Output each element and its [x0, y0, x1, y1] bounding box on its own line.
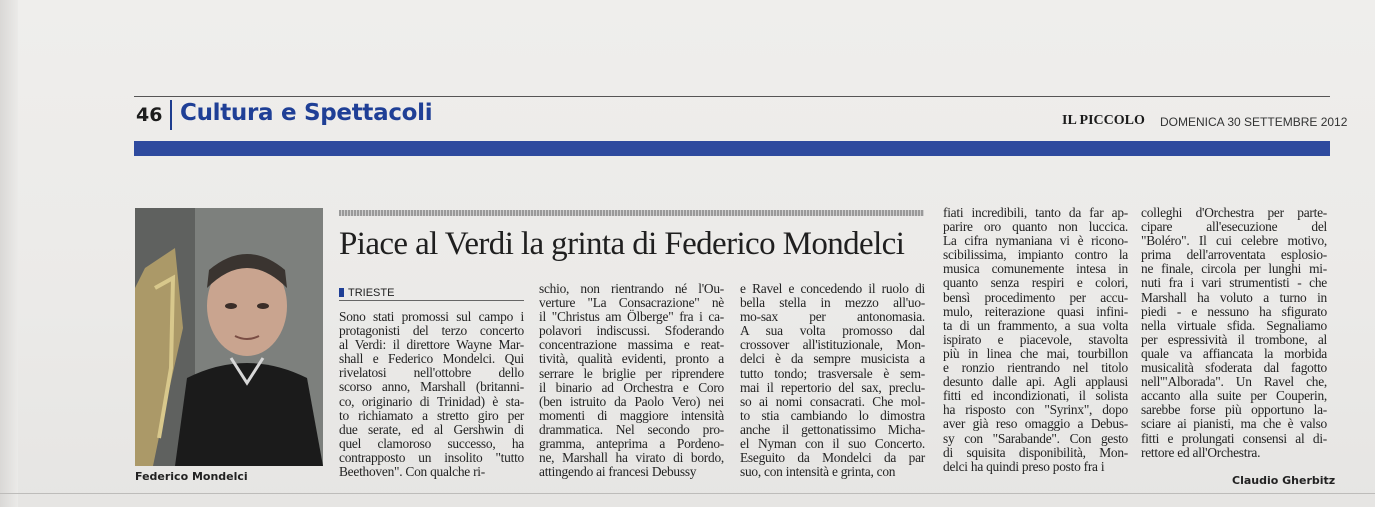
text-line: parire oro quanto non luccica. [943, 219, 1128, 235]
text-line: rettore ed all'Orchestra. [1141, 444, 1261, 460]
text-line: contrapposto un insolito "tutto [339, 449, 524, 465]
bottom-rule [0, 493, 1375, 494]
portrait-illustration [135, 208, 323, 466]
text-line: Sono stati promossi sul campo i [339, 309, 524, 324]
text-line: musicalità sfoderata dal fagotto [1141, 360, 1327, 376]
text-line: il binario ad Orchestra e Coro [539, 379, 724, 395]
text-line: verture "La Consacrazione" nè [539, 295, 724, 311]
article-location [339, 287, 394, 299]
text-line: mulo, reiterazione quasi infini- [943, 303, 1128, 319]
text-line: nuti fra i vari strumentisti - che [1141, 275, 1327, 291]
header-separator [170, 100, 172, 130]
text-line: scibilissima, impianto contro la [943, 247, 1128, 263]
text-line: cipare all'esecuzione del [1141, 219, 1327, 235]
text-line: suo, con intensità e grinta, con [740, 464, 896, 480]
text-line: nell'"Alborada". Un Ravel che, [1141, 374, 1327, 390]
text-line: ispirato e piacevole, stavolta [943, 331, 1128, 347]
text-line: mai il repertorio del sax, preclu- [740, 379, 925, 395]
text-line: sarebbe forse più opportuno la- [1141, 402, 1327, 418]
text-line: el Nyman con il suo Concerto. [740, 436, 925, 452]
text-line: momenti di maggiore intensità [539, 407, 724, 423]
article-column-2 [539, 282, 724, 479]
text-line: colleghi d'Orchestra per parte- [1141, 205, 1327, 220]
text-line: accanto alla suite per Couperin, [1141, 388, 1327, 404]
photo-caption: Federico Mondelci [135, 470, 248, 483]
text-line: quanto senza respiri e colori, [943, 275, 1128, 291]
text-line: e ronzio rientrando nel titolo [943, 360, 1128, 376]
article-column-1 [339, 310, 524, 479]
page-number: 46 [136, 104, 163, 126]
text-line: so ai nomi consacrati. Che mol- [740, 393, 925, 409]
text-line: polavori indiscussi. Sfoderando [539, 323, 724, 339]
text-line: musica comunemente intesa in [943, 261, 1128, 277]
text-line: La cifra nymaniana vi è ricono- [943, 233, 1128, 249]
text-line: piedi - e nessuno ha sfigurato [1141, 303, 1327, 319]
header-rule [134, 96, 1330, 97]
text-line: bella stella in mezzo all'uo- [740, 295, 925, 311]
article-headline: Piace al Verdi la grinta di Federico Mondelci [339, 226, 905, 262]
section-color-band [134, 141, 1330, 156]
text-line: più in linea che mai, tourbillon [943, 345, 1128, 361]
article-column-5 [1141, 206, 1327, 460]
text-line: co, originario di Trinidad) è sta- [339, 393, 524, 409]
article-column-4 [943, 206, 1128, 474]
text-line: due serate, ed al Gershwin di [339, 421, 524, 437]
text-line: Beethoven". Con qualche ri- [339, 464, 485, 480]
text-line: shall e Federico Mondelci. Qui [339, 351, 524, 367]
text-line: quale va affiancata la morbida [1141, 345, 1327, 361]
text-line: tività, qualità evidenti, pronto a [539, 351, 724, 367]
text-line: to richiamato a stretto giro per [339, 407, 524, 423]
location-rule [339, 300, 524, 301]
text-line: desunto dalle api. Agli applausi [943, 374, 1128, 390]
text-line: A sua volta promosso dal [740, 323, 925, 339]
text-line: al Verdi: il direttore Wayne Mar- [339, 337, 524, 353]
text-line: schio, non rientrando né l'Ou- [539, 281, 724, 296]
newspaper-masthead: IL PICCOLO [1062, 113, 1145, 128]
text-line: delci è da sempre musicista a [740, 351, 925, 367]
text-line: drammatica. Nel secondo pro- [539, 421, 724, 437]
text-line: sy con "Sarabande". Con gesto [943, 430, 1128, 446]
text-line: rivelatosi nell'ottobre dello [339, 365, 524, 381]
text-line: ne finale, circola per lunghi mi- [1141, 261, 1327, 277]
article-column-3 [740, 282, 925, 479]
text-line: delci ha quindi preso posto fra i [943, 458, 1105, 474]
section-title: Cultura e Spettacoli [180, 100, 433, 126]
page-fold-shadow [0, 0, 18, 507]
text-line: serrare le briglie per riprendere [539, 365, 724, 381]
publication-date: DOMENICA 30 SETTEMBRE 2012 [1160, 115, 1348, 129]
headline-rule [339, 210, 924, 216]
text-line: Marshall ha voluto a turno in [1141, 289, 1327, 305]
text-line: prima dell'arroventata esplosio- [1141, 247, 1327, 263]
location-marker-icon [339, 288, 344, 297]
text-line: fitti e prolungati consensi al di- [1141, 430, 1327, 446]
text-line: ne, Marshall ha virato di bordo, [539, 450, 724, 466]
text-line: (ben istruito da Paolo Vero) nei [539, 393, 724, 409]
text-line: per espressività il trombone, al [1141, 331, 1327, 347]
location-label: TRIESTE [348, 287, 395, 299]
text-line: Eseguito da Mondelci da par [740, 450, 925, 466]
text-line: concentrazione massima e reat- [539, 337, 724, 353]
portrait-photo [135, 208, 323, 466]
text-line: crossover all'istituzionale, Mon- [740, 337, 925, 353]
text-line: attingendo ai francesi Debussy [539, 464, 697, 480]
text-line: sciare ai pianisti, ma che è valso [1141, 416, 1327, 432]
text-line: aver già reso omaggio a Debus- [943, 416, 1128, 432]
text-line: fiati incredibili, tanto da far ap- [943, 205, 1128, 220]
text-line: scorso anno, Marshall (britanni- [339, 379, 524, 395]
text-line: anche il gettonatissimo Micha- [740, 421, 925, 437]
text-line: gramma, anteprima a Pordeno- [539, 436, 724, 452]
text-line: bensì procedimento per accu- [943, 289, 1128, 305]
article-author: Claudio Gherbitz [1232, 474, 1336, 487]
text-line: tutto tondo; trasversale è sem- [740, 365, 925, 381]
text-line: mo-sax per antonomasia. [740, 309, 925, 325]
text-line: ta di un frammento, a sua volta [943, 317, 1128, 333]
text-line: di squisita disponibilità, Mon- [943, 444, 1128, 460]
text-line: nella virtuale sfida. Segnaliamo [1141, 317, 1327, 333]
text-line: "Boléro". Il cui celebre motivo, [1141, 233, 1327, 249]
text-line: to stia cambiando lo dimostra [740, 407, 925, 423]
text-line: quel clamoroso successo, ha [339, 435, 524, 451]
text-line: ha risposto con "Syrinx", dopo [943, 402, 1128, 418]
text-line: il "Christus am Ölberge" fra i ca- [539, 309, 724, 325]
text-line: protagonisti del terzo concerto [339, 323, 524, 339]
text-line: e Ravel e concedendo il ruolo di [740, 281, 925, 296]
text-line: fitti ed incondizionati, il solista [943, 388, 1128, 404]
